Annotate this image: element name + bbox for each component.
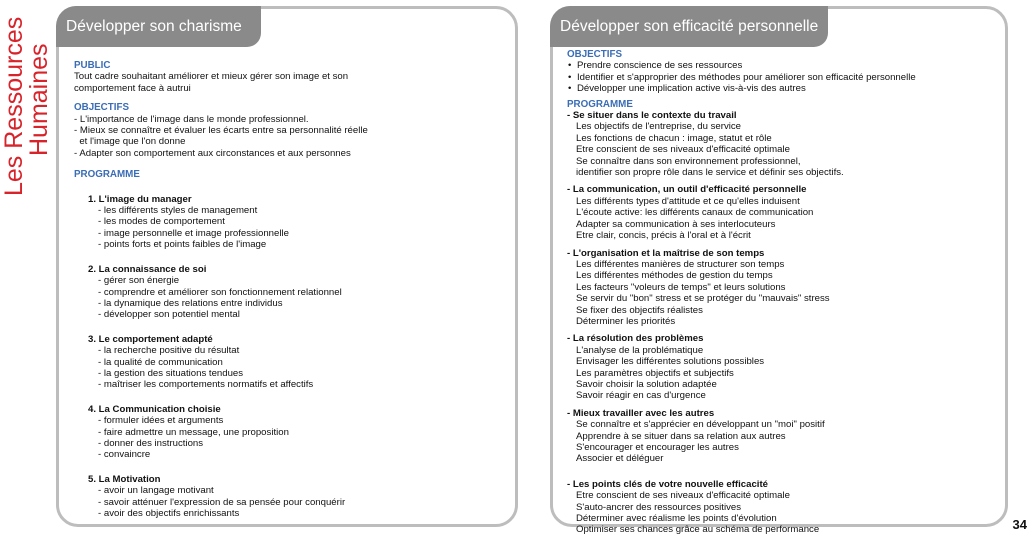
section-line: Les paramètres objectifs et subjectifs xyxy=(576,367,734,379)
programme-section xyxy=(567,333,997,401)
section-title: - Mieux travailler avec les autres xyxy=(567,407,715,419)
section-title: - La communication, un outil d'efficacité personnelle xyxy=(567,184,807,196)
objectif-line: - Adapter son comportement aux circonstances et aux personnes xyxy=(74,147,351,159)
section-line: Les différents types d'attitude et ce qu'elles induisent xyxy=(576,195,800,207)
section-line: Optimiser ses chances grâce au schéma de performance xyxy=(576,524,820,536)
module-item: - avoir des objectifs enrichissants xyxy=(98,508,240,519)
section-line: Déterminer avec réalisme les points d'évolution xyxy=(576,513,777,525)
efficacite-content xyxy=(567,49,997,542)
section-line: Etre conscient de ses niveaux d'efficacité optimale xyxy=(576,144,790,156)
module-item: - gérer son énergie xyxy=(98,275,180,287)
objectif-line: et l'image que l'on donne xyxy=(74,136,186,148)
programme-heading: PROGRAMME xyxy=(74,169,140,181)
module-title: 1. L'image du manager xyxy=(88,193,192,205)
section-line: L'analyse de la problématique xyxy=(576,344,704,356)
section-line: Les différentes manières de structurer son temps xyxy=(576,258,785,270)
section-title: - L'organisation et la maîtrise de son temps xyxy=(567,247,765,259)
side-title-line1: Les Ressources xyxy=(0,16,28,196)
module-item: - la qualité de communication xyxy=(98,356,223,368)
section-line: S'encourager et encourager les autres xyxy=(576,442,739,453)
objectif-bullet: • Prendre conscience de ses ressources xyxy=(567,60,997,71)
public-line: Tout cadre souhaitant améliorer et mieux gérer son image et son xyxy=(74,71,349,83)
card-title-tab: Développer son charisme xyxy=(56,6,261,47)
module-item: - la dynamique des relations entre individus xyxy=(98,297,283,309)
module-title: 2. La connaissance de soi xyxy=(88,263,207,275)
module-title: 3. Le comportement adapté xyxy=(88,333,213,345)
objectif-bullet: • Identifier et s'approprier des méthodes pour améliorer son efficacité personnelle xyxy=(567,72,997,83)
section-line: Associer et déléguer xyxy=(576,453,664,465)
section-title: - Les points clés de votre nouvelle efficacité xyxy=(567,478,769,490)
module-item: - convaincre xyxy=(98,449,151,461)
module-item: - les différents styles de management xyxy=(98,205,258,217)
module-item: - développer son potentiel mental xyxy=(98,309,240,321)
module-title: 4. La Communication choisie xyxy=(88,403,221,415)
module-title: 5. La Motivation xyxy=(88,473,161,485)
section-line: identifier son propre rôle dans le service et définir ses objectifs. xyxy=(576,167,844,179)
page-number: 34 xyxy=(1012,517,1027,532)
programme-heading: PROGRAMME xyxy=(567,98,633,110)
programme-section xyxy=(567,184,997,241)
module-item: - faire admettre un message, une proposition xyxy=(98,426,289,438)
module-item: - la gestion des situations tendues xyxy=(98,367,244,379)
section-line: S'auto-ancrer des ressources positives xyxy=(576,501,742,513)
side-title-line2: Humaines xyxy=(25,43,53,156)
public-line: comportement face à autrui xyxy=(74,82,191,94)
section-line: Se servir du "bon" stress et se protéger du "mauvais" stress xyxy=(576,293,830,305)
programme-section xyxy=(567,408,997,465)
programme-section xyxy=(567,248,997,328)
section-line: Envisager les différentes solutions possibles xyxy=(576,356,765,368)
section-line: Se connaître et s'apprécier en développant un "moi" positif xyxy=(576,419,825,431)
objectifs-list xyxy=(567,60,997,94)
objectifs-heading: OBJECTIFS xyxy=(567,49,622,60)
section-line: Adapter sa communication à ses interlocuteurs xyxy=(576,218,776,230)
module-item: - comprendre et améliorer son fonctionnement relationnel xyxy=(98,286,342,298)
section-line: Se connaître dans son environnement professionnel, xyxy=(576,155,801,167)
module-item: - la recherche positive du résultat xyxy=(98,345,240,357)
module-item: - donner des instructions xyxy=(98,437,204,449)
section-line: Apprendre à se situer dans sa relation aux autres xyxy=(576,430,786,442)
objectif-line: - Mieux se connaître et évaluer les écarts entre sa personnalité réelle xyxy=(74,125,368,137)
efficacite-card xyxy=(550,6,1008,536)
section-line: Etre conscient de ses niveaux d'efficacité optimale xyxy=(576,490,790,502)
module-item: - avoir un langage motivant xyxy=(98,485,214,497)
section-line: Se fixer des objectifs réalistes xyxy=(576,304,703,316)
module-item: - savoir atténuer l'expression de sa pensée pour conquérir xyxy=(98,496,346,508)
public-heading: PUBLIC xyxy=(74,60,111,71)
charisme-content xyxy=(74,60,504,519)
module-item: - les modes de comportement xyxy=(98,216,225,228)
objectifs-heading: OBJECTIFS xyxy=(74,102,129,114)
section-line: Etre clair, concis, précis à l'oral et à l'écrit xyxy=(576,230,751,242)
programme-section xyxy=(567,479,997,536)
section-line: Savoir réagir en cas d'urgence xyxy=(576,390,706,402)
module-item: - points forts et points faibles de l'image xyxy=(98,239,267,251)
section-line: Les facteurs "voleurs de temps" et leurs solutions xyxy=(576,281,786,293)
section-line: Les fonctions de chacun : image, statut et rôle xyxy=(576,132,772,144)
module-item: - formuler idées et arguments xyxy=(98,415,224,427)
section-line: Les différentes méthodes de gestion du temps xyxy=(576,270,773,282)
module-item: - maîtriser les comportements normatifs et affectifs xyxy=(98,379,314,391)
section-line: Les objectifs de l'entreprise, du service xyxy=(576,121,742,133)
section-title: - Se situer dans le contexte du travail xyxy=(567,110,737,122)
objectif-line: - L'importance de l'image dans le monde professionnel. xyxy=(74,113,309,125)
side-title xyxy=(0,0,54,200)
charisme-card xyxy=(56,6,518,527)
programme-section xyxy=(567,110,997,178)
card-title-tab: Développer son efficacité personnelle xyxy=(550,6,828,47)
module-item: - image personnelle et image professionnelle xyxy=(98,227,289,239)
section-line: Savoir choisir la solution adaptée xyxy=(576,378,717,390)
section-line: Déterminer les priorités xyxy=(576,315,676,327)
section-title: - La résolution des problèmes xyxy=(567,333,704,345)
objectif-bullet: • Développer une implication active vis-à-vis des autres xyxy=(567,83,997,94)
section-line: L'écoute active: les différents canaux de communication xyxy=(576,207,814,219)
